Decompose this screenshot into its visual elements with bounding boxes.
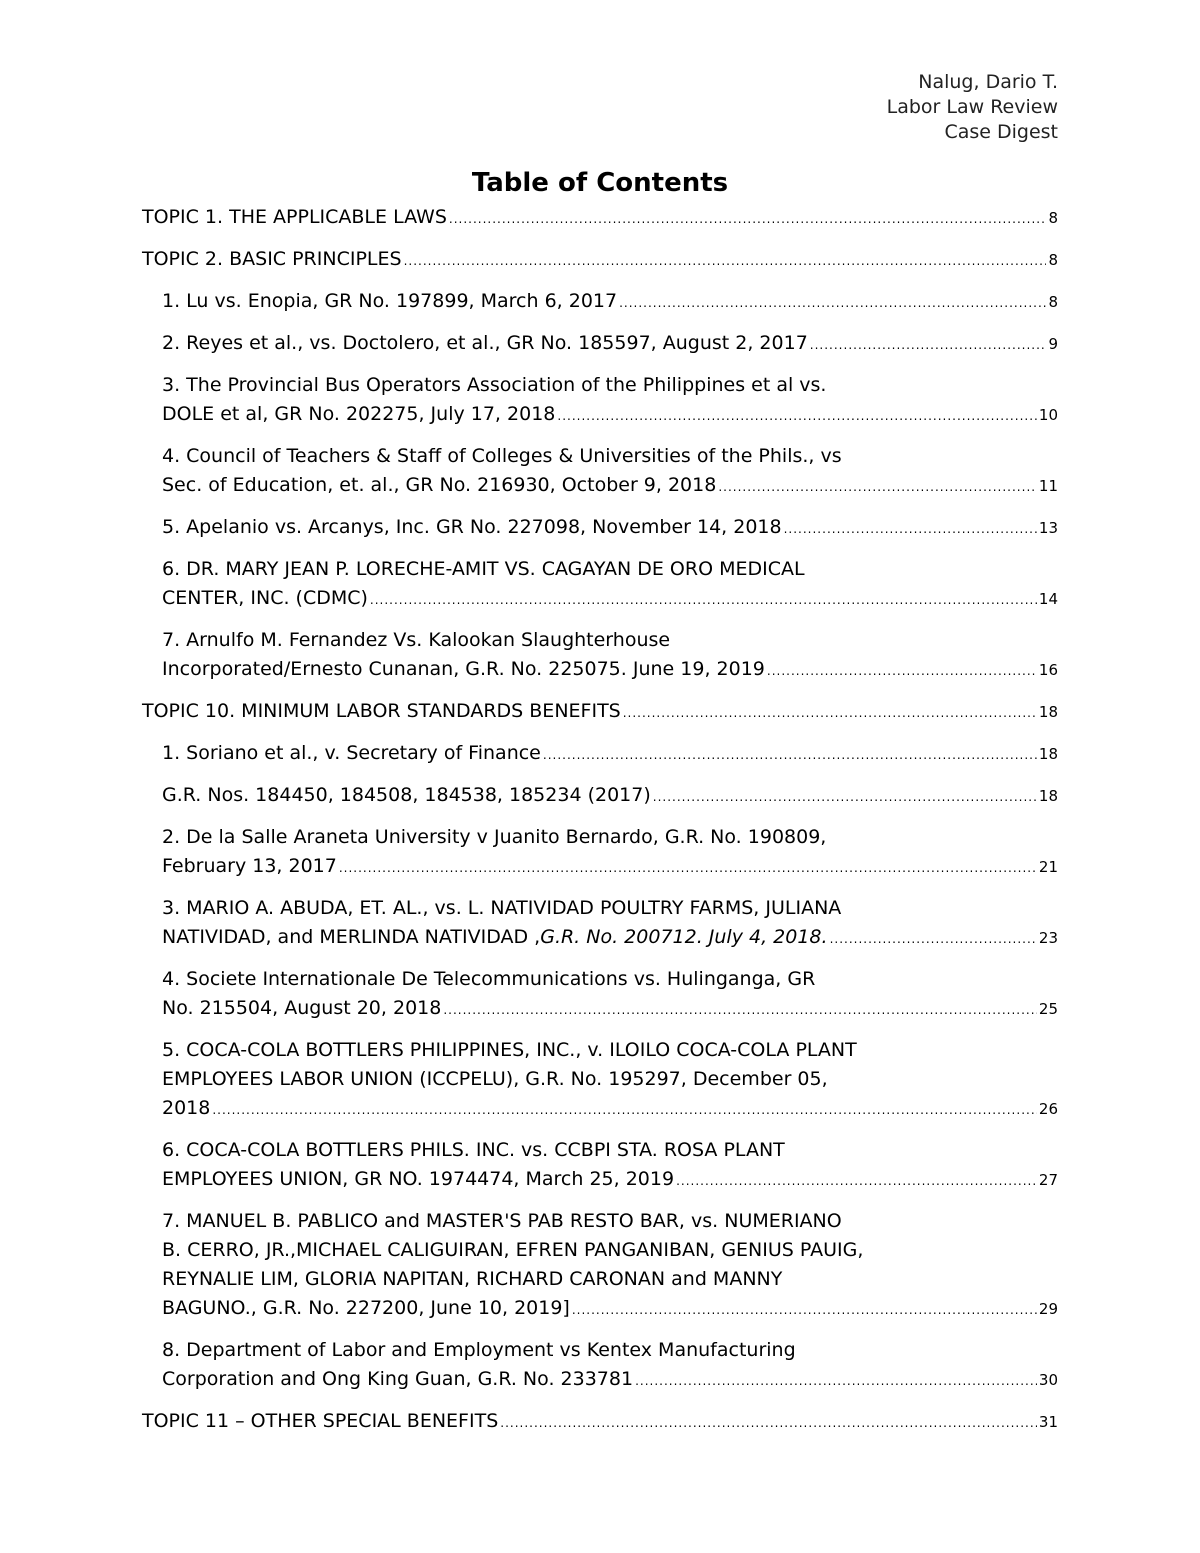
toc-entry-text: CENTER, INC. (CDMC) — [162, 587, 368, 609]
toc-page-number: 8 — [1048, 293, 1058, 311]
toc-entry-text: 2018 — [162, 1097, 211, 1119]
toc-entry-line — [162, 471, 1058, 502]
toc-case-entry[interactable] — [142, 555, 1058, 615]
toc-entry-line — [162, 1236, 1058, 1265]
toc-entry-line — [162, 584, 1058, 615]
toc-page-number: 29 — [1038, 1300, 1058, 1318]
toc-topic-entry[interactable] — [142, 1407, 1058, 1438]
toc-entry-text: EMPLOYEES LABOR UNION (ICCPELU), G.R. No. 195297, December 05, — [162, 1068, 828, 1090]
toc-entry-text: 1. Soriano et al., v. Secretary of Finance — [162, 742, 541, 764]
dot-leader — [404, 247, 1047, 276]
toc-entry-line — [162, 329, 1058, 360]
dot-leader — [212, 1096, 1037, 1125]
toc-entry-line — [162, 513, 1058, 544]
toc-entry-line — [162, 655, 1058, 686]
toc-case-entry[interactable] — [142, 626, 1058, 686]
toc-entry-line — [142, 203, 1058, 234]
toc-entry-text: 8. Department of Labor and Employment vs Kentex Manufacturing — [162, 1339, 796, 1361]
toc-entry-line — [162, 287, 1058, 318]
toc-entry-line — [162, 1336, 1058, 1365]
dot-leader — [653, 783, 1037, 812]
dot-leader — [623, 699, 1037, 728]
dot-leader — [784, 515, 1037, 544]
dot-leader — [572, 1296, 1037, 1325]
toc-entry-line — [162, 1265, 1058, 1294]
toc-entry-text: REYNALIE LIM, GLORIA NAPITAN, RICHARD CARONAN and MANNY — [162, 1268, 783, 1290]
toc-entry-text: Corporation and Ong King Guan, G.R. No. 233781 — [162, 1368, 634, 1390]
toc-entry-text: G.R. Nos. 184450, 184508, 184538, 185234 (2017) — [162, 784, 651, 806]
toc-entry-text: B. CERRO, JR.,MICHAEL CALIGUIRAN, EFREN PANGANIBAN, GENIUS PAUIG, — [162, 1239, 864, 1261]
toc-entry-text: 3. The Provincial Bus Operators Association of the Philippines et al vs. — [162, 374, 827, 396]
table-of-contents — [142, 203, 1058, 1449]
toc-page-number: 27 — [1038, 1171, 1058, 1189]
dot-leader — [718, 473, 1037, 502]
toc-entry-text: No. 215504, August 20, 2018 — [162, 997, 442, 1019]
toc-page-number: 18 — [1038, 745, 1058, 763]
toc-entry-text: 4. Council of Teachers & Staff of Colleges & Universities of the Phils., vs — [162, 445, 842, 467]
toc-entry-line — [162, 1207, 1058, 1236]
toc-entry-text: 1. Lu vs. Enopia, GR No. 197899, March 6, 2017 — [162, 290, 618, 312]
toc-page-number: 11 — [1038, 477, 1058, 495]
toc-case-entry[interactable] — [142, 513, 1058, 544]
toc-entry-line — [162, 1065, 1058, 1094]
toc-case-entry[interactable] — [142, 329, 1058, 360]
document-header — [887, 70, 1058, 145]
toc-topic-entry[interactable] — [142, 697, 1058, 728]
dot-leader — [339, 854, 1037, 883]
toc-entry-line — [162, 1036, 1058, 1065]
dot-leader — [635, 1367, 1037, 1396]
toc-entry-text: 5. COCA-COLA BOTTLERS PHILIPPINES, INC., v. ILOILO COCA-COLA PLANT — [162, 1039, 857, 1061]
toc-topic-entry[interactable] — [142, 245, 1058, 276]
dot-leader — [449, 205, 1047, 234]
dot-leader — [767, 657, 1037, 686]
toc-entry-text: Sec. of Education, et. al., GR No. 216930, October 9, 2018 — [162, 474, 717, 496]
toc-entry-line — [162, 823, 1058, 852]
toc-title: Table of Contents — [471, 168, 729, 198]
toc-entry-line — [162, 739, 1058, 770]
toc-entry-line — [162, 894, 1058, 923]
toc-entry-line — [162, 994, 1058, 1025]
toc-case-entry[interactable] — [142, 781, 1058, 812]
course-name: Labor Law Review — [886, 96, 1058, 118]
toc-page-number: 9 — [1048, 335, 1058, 353]
toc-entry-line — [162, 1136, 1058, 1165]
toc-page-number: 18 — [1038, 787, 1058, 805]
toc-case-entry[interactable] — [142, 894, 1058, 954]
toc-case-entry[interactable] — [142, 739, 1058, 770]
toc-case-entry[interactable] — [142, 1336, 1058, 1396]
toc-entry-text: 6. COCA-COLA BOTTLERS PHILS. INC. vs. CCBPI STA. ROSA PLANT — [162, 1139, 785, 1161]
toc-page-number: 18 — [1038, 703, 1058, 721]
toc-entry-line — [162, 400, 1058, 431]
toc-entry-text: 3. MARIO A. ABUDA, ET. AL., vs. L. NATIVIDAD POULTRY FARMS, JULIANA — [162, 897, 842, 919]
toc-entry-line — [162, 555, 1058, 584]
toc-case-entry[interactable] — [142, 1207, 1058, 1325]
toc-page-number: 14 — [1038, 590, 1058, 608]
toc-page-number: 10 — [1038, 406, 1058, 424]
toc-entry-text: NATIVIDAD, and MERLINDA NATIVIDAD , — [162, 926, 541, 948]
dot-leader — [543, 741, 1037, 770]
toc-entry-line — [162, 1094, 1058, 1125]
toc-page-number: 13 — [1038, 519, 1058, 537]
toc-entry-text: TOPIC 11 – OTHER SPECIAL BENEFITS — [142, 1410, 499, 1432]
toc-entry-line — [162, 1365, 1058, 1396]
toc-page-number: 21 — [1038, 858, 1058, 876]
dot-leader — [443, 996, 1037, 1025]
toc-page-number: 25 — [1038, 1000, 1058, 1018]
toc-entry-line — [162, 965, 1058, 994]
toc-entry-line — [162, 852, 1058, 883]
toc-entry-text: 4. Societe Internationale De Telecommunications vs. Hulinganga, GR — [162, 968, 816, 990]
toc-case-entry[interactable] — [142, 823, 1058, 883]
toc-entry-line — [162, 442, 1058, 471]
toc-entry-line — [162, 1165, 1058, 1196]
toc-entry-text: DOLE et al, GR No. 202275, July 17, 2018 — [162, 403, 556, 425]
toc-page-number: 8 — [1048, 209, 1058, 227]
toc-entry-text: Incorporated/Ernesto Cunanan, G.R. No. 225075. June 19, 2019 — [162, 658, 765, 680]
toc-case-entry[interactable] — [142, 287, 1058, 318]
toc-entry-line — [162, 626, 1058, 655]
toc-entry-line — [142, 1407, 1058, 1438]
toc-entry-text: 5. Apelanio vs. Arcanys, Inc. GR No. 227098, November 14, 2018 — [162, 516, 782, 538]
toc-entry-text: February 13, 2017 — [162, 855, 337, 877]
toc-page-number: 30 — [1038, 1371, 1058, 1389]
toc-case-entry[interactable] — [142, 1036, 1058, 1125]
dot-leader — [810, 331, 1047, 360]
toc-entry-line — [142, 697, 1058, 728]
toc-topic-entry[interactable] — [142, 203, 1058, 234]
toc-entry-text: TOPIC 1. THE APPLICABLE LAWS — [142, 206, 447, 228]
dot-leader — [500, 1409, 1037, 1438]
toc-entry-line — [162, 1294, 1058, 1325]
dot-leader — [676, 1167, 1037, 1196]
toc-entry-text: TOPIC 2. BASIC PRINCIPLES — [142, 248, 402, 270]
toc-entry-text: 6. DR. MARY JEAN P. LORECHE-AMIT VS. CAGAYAN DE ORO MEDICAL — [162, 558, 805, 580]
toc-entry-citation: G.R. No. 200712. July 4, 2018. — [540, 926, 828, 948]
toc-page-number: 26 — [1038, 1100, 1058, 1118]
author-name: Nalug, Dario T. — [918, 71, 1058, 93]
dot-leader — [370, 586, 1037, 615]
toc-case-entry[interactable] — [142, 371, 1058, 431]
toc-entry-text: BAGUNO., G.R. No. 227200, June 10, 2019] — [162, 1297, 570, 1319]
toc-entry-text: TOPIC 10. MINIMUM LABOR STANDARDS BENEFITS — [142, 700, 621, 722]
toc-page-number: 16 — [1038, 661, 1058, 679]
toc-entry-text: EMPLOYEES UNION, GR NO. 1974474, March 25, 2019 — [162, 1168, 675, 1190]
dot-leader — [557, 402, 1037, 431]
toc-entry-text: 2. De la Salle Araneta University v Juanito Bernardo, G.R. No. 190809, — [162, 826, 827, 848]
toc-page-number: 31 — [1038, 1413, 1058, 1431]
dot-leader — [619, 289, 1046, 318]
toc-entry-line — [162, 923, 1058, 954]
toc-case-entry[interactable] — [142, 1136, 1058, 1196]
toc-page-number: 8 — [1048, 251, 1058, 269]
toc-entry-line — [142, 245, 1058, 276]
toc-case-entry[interactable] — [142, 442, 1058, 502]
toc-entry-text: 7. MANUEL B. PABLICO and MASTER'S PAB RESTO BAR, vs. NUMERIANO — [162, 1210, 842, 1232]
toc-entry-line — [162, 371, 1058, 400]
document-type: Case Digest — [944, 121, 1058, 143]
toc-entry-text: 7. Arnulfo M. Fernandez Vs. Kalookan Slaughterhouse — [162, 629, 671, 651]
toc-case-entry[interactable] — [142, 965, 1058, 1025]
toc-entry-text: 2. Reyes et al., vs. Doctolero, et al., GR No. 185597, August 2, 2017 — [162, 332, 808, 354]
dot-leader — [830, 925, 1037, 954]
toc-entry-line — [162, 781, 1058, 812]
toc-page-number: 23 — [1038, 929, 1058, 947]
